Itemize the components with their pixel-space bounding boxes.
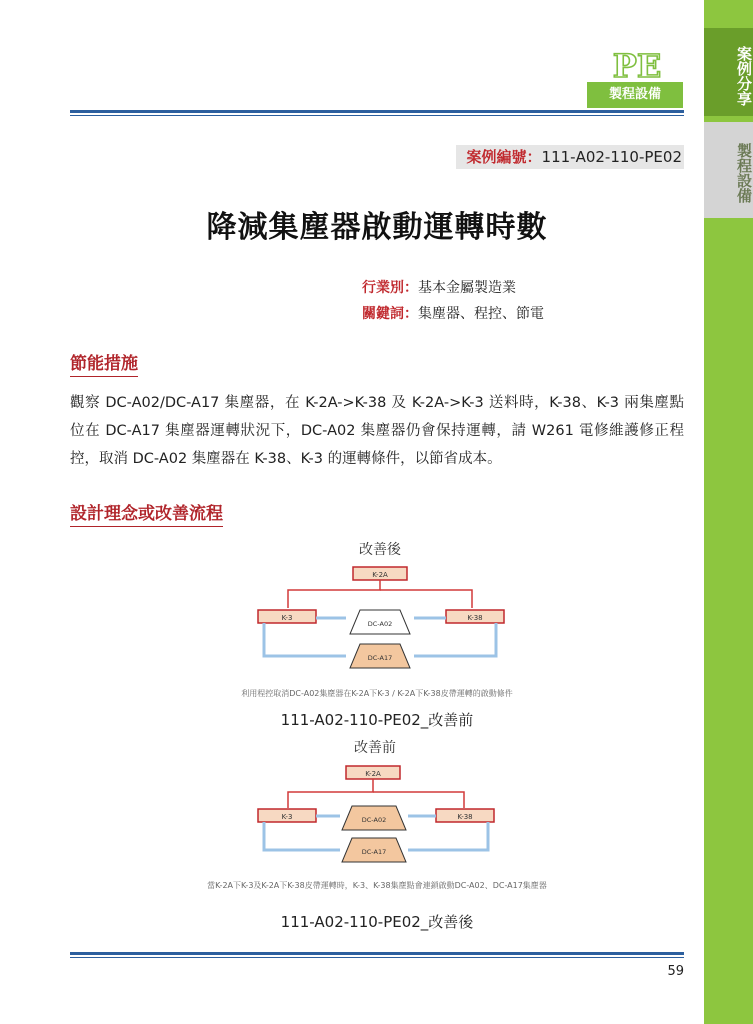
side-tab-case-share[interactable]: 案例分享	[735, 46, 753, 106]
diagram-before	[200, 734, 560, 884]
diagram-before-duct-right	[408, 822, 488, 850]
pe-logo-text: PE	[612, 50, 662, 80]
pe-logo	[594, 50, 680, 80]
diagram-before-label-k38: K-38	[457, 813, 473, 821]
diagram-after-arrow-right	[380, 590, 472, 608]
diagram-after-note: 利用程控取消DC-A02集塵器在K-2A下K-3 / K-2A下K-38皮帶運轉的啟動條件	[241, 689, 513, 698]
footer-rule-thick	[70, 952, 684, 955]
measures-paragraph: 觀察 DC-A02/DC-A17 集塵器，在 K-2A->K-38 及 K-2A->K-3 送料時，K-38、K-3 兩集塵點位在 DC-A17 集塵器運轉狀況下，DC-A02 集塵器仍會保持運轉，請 W261 電修維護修正程控，取消 DC-A02 集塵器在 K-38、K-3 的運轉條件，以節省成本。	[70, 395, 684, 467]
diagram-after-arrow-left	[288, 580, 380, 608]
case-number-label: 案例編號：	[466, 148, 542, 166]
diagram-before-label-k2a: K-2A	[365, 770, 381, 778]
keywords-value: 集塵器、程控、節電	[418, 306, 544, 322]
diagram-before-label-k3: K-3	[281, 813, 293, 821]
side-tab-process-equipment[interactable]: 製程設備	[735, 143, 753, 203]
diagram-before-duct-left	[264, 822, 340, 850]
keywords-line	[362, 303, 544, 323]
diagram-before-title: 改善前	[354, 740, 396, 756]
diagram-after-label-k38: K-38	[467, 614, 483, 622]
diagram-after-title: 改善後	[359, 542, 401, 558]
diagram-before-caption: 111-A02-110-PE02_改善後	[280, 913, 474, 931]
section-heading-design: 設計理念或改善流程	[70, 499, 223, 527]
industry-line	[362, 277, 516, 297]
diagram-before-label-dca17: DC-A17	[361, 848, 387, 856]
page-number: 59	[667, 964, 684, 979]
case-number-value: 111-A02-110-PE02	[541, 148, 682, 166]
case-number	[456, 145, 684, 169]
diagram-after-label-k3: K-3	[281, 614, 293, 622]
footer-rule-thin	[70, 957, 684, 958]
diagram-after-label-dca02: DC-A02	[367, 620, 393, 628]
header-rule-thick	[70, 110, 684, 113]
header-rule-thin	[70, 115, 684, 116]
diagram-before-label-dca02: DC-A02	[361, 816, 387, 824]
diagram-after-label-k2a: K-2A	[372, 571, 388, 579]
section-heading-measures: 節能措施	[70, 349, 138, 377]
industry-value: 基本金屬製造業	[418, 280, 516, 296]
diagram-after-caption: 111-A02-110-PE02_改善前	[280, 711, 474, 729]
side-tab-bar	[704, 0, 753, 1024]
pe-badge: 製程設備	[587, 82, 683, 108]
industry-label: 行業別：	[362, 280, 418, 296]
diagram-after-label-dca17: DC-A17	[367, 654, 393, 662]
page-title: 降減集塵器啟動運轉時數	[206, 210, 548, 245]
diagram-after-duct-right	[414, 623, 496, 656]
keywords-label: 關鍵詞：	[362, 306, 418, 322]
diagram-after-duct-left	[264, 623, 346, 656]
diagram-before-arrow-left	[288, 779, 373, 808]
diagram-before-note: 當K-2A下K-3及K-2A下K-38皮帶運轉時，K-3、K-38集塵點會連鎖啟動DC-A02、DC-A17集塵器	[207, 881, 547, 890]
diagram-after	[200, 538, 560, 700]
